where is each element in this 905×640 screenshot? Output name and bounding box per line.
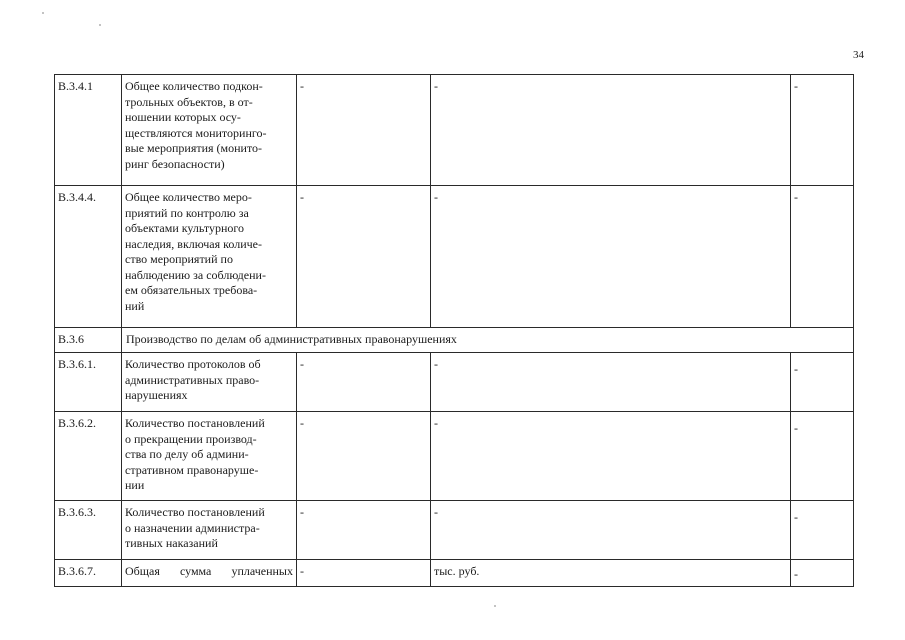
- table-row: [55, 412, 854, 501]
- row-name-line: наблюдению за соблюдени-: [125, 267, 266, 282]
- row-name-line: о прекращении производ-: [125, 431, 257, 446]
- row-col5: -: [791, 353, 854, 412]
- row-col3: -: [297, 353, 431, 412]
- row-col5: -: [791, 560, 854, 587]
- scan-speck: [42, 12, 44, 14]
- row-name: [122, 353, 297, 412]
- row-name-line: ем обязательных требова-: [125, 283, 258, 297]
- row-col4: -: [431, 412, 791, 501]
- scan-speck: [99, 24, 101, 26]
- row-name-line: трольных объектов, в от-: [125, 94, 253, 109]
- row-name-line: ства по делу об админи-: [125, 447, 249, 461]
- row-name-line: ществляются мониторинго-: [125, 125, 267, 140]
- row-col4: -: [431, 353, 791, 412]
- row-name-line: приятий по контролю за: [125, 205, 249, 220]
- row-name-line: Общее количество подкон-: [125, 79, 263, 93]
- page-number: 34: [853, 49, 864, 61]
- row-code: В.3.6.7.: [55, 560, 122, 587]
- table-row: [55, 75, 854, 186]
- row-name: [122, 75, 297, 186]
- scan-speck: [494, 605, 496, 607]
- row-col5: -: [791, 75, 854, 186]
- row-col5: -: [791, 501, 854, 560]
- row-name-line: Общее количество меро-: [125, 190, 252, 204]
- row-col3: -: [297, 501, 431, 560]
- section-row: [55, 328, 854, 353]
- row-name-line: о назначении администра-: [125, 520, 260, 535]
- row-name: [122, 501, 297, 560]
- row-col5: -: [791, 412, 854, 501]
- row-col3: -: [297, 186, 431, 328]
- row-name-line: ринг безопасности): [125, 156, 225, 171]
- table-row: [55, 186, 854, 328]
- row-col3: -: [297, 75, 431, 186]
- row-name-line: нии: [125, 478, 145, 492]
- indicators-table: [54, 74, 854, 587]
- row-name-line: тивных наказаний: [125, 536, 218, 550]
- table-row: [55, 353, 854, 412]
- row-col4: -: [431, 186, 791, 328]
- row-col4: -: [431, 75, 791, 186]
- row-col4: -: [431, 501, 791, 560]
- row-name: [122, 186, 297, 328]
- table-row: [55, 560, 854, 587]
- row-name: [122, 560, 297, 587]
- row-name-line: вые мероприятия (монито-: [125, 141, 263, 155]
- section-title: Производство по делам об административных правонарушениях: [122, 328, 854, 353]
- row-col4: тыс. руб.: [431, 560, 791, 587]
- row-name-line: ний: [125, 298, 145, 313]
- row-code: В.3.6.2.: [55, 412, 122, 501]
- row-name-line: объектами культурного: [125, 221, 245, 235]
- row-code: В.3.4.4.: [55, 186, 122, 328]
- section-code: В.3.6: [55, 328, 122, 353]
- row-code: В.3.4.1: [55, 75, 122, 186]
- row-code: В.3.6.1.: [55, 353, 122, 412]
- row-name: [122, 412, 297, 501]
- row-name-line: ство мероприятий по: [125, 252, 233, 266]
- row-name-line: Количество постановлений: [125, 416, 265, 430]
- row-col3: -: [297, 412, 431, 501]
- row-name-line: Количество протоколов об: [125, 357, 261, 371]
- row-code: В.3.6.3.: [55, 501, 122, 560]
- row-name-line: ношении которых осу-: [125, 110, 241, 124]
- row-name-line: нарушениях: [125, 388, 188, 402]
- row-col5: -: [791, 186, 854, 328]
- table-row: [55, 501, 854, 560]
- row-name-line: наследия, включая количе-: [125, 236, 262, 251]
- row-name-line: Общая сумма уплаченных: [125, 564, 293, 578]
- row-col3: -: [297, 560, 431, 587]
- row-name-line: Количество постановлений: [125, 505, 265, 519]
- row-name-line: стративном правонаруше-: [125, 462, 259, 477]
- row-name-line: административных право-: [125, 372, 260, 387]
